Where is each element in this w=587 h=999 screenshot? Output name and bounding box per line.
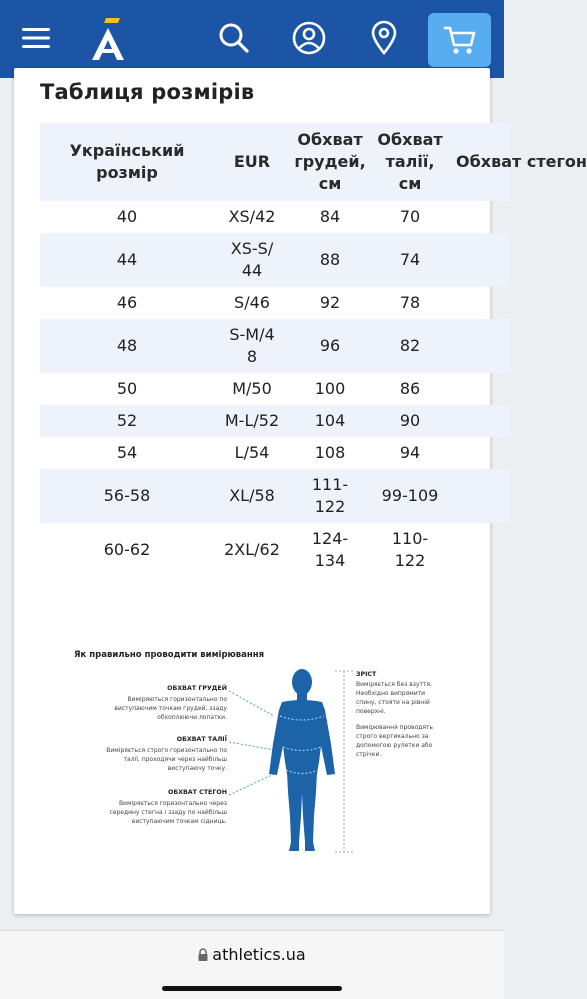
table-row: [40, 405, 510, 437]
home-indicator[interactable]: [162, 986, 342, 991]
table-row: [40, 469, 510, 523]
table-cell: 48: [40, 319, 214, 373]
table-cell-text: S-M/48: [229, 325, 275, 366]
table-cell: 99-109: [370, 469, 450, 523]
table-cell: S/46: [234, 293, 270, 312]
table-cell: [290, 469, 370, 523]
table-cell-text: 111-122: [311, 475, 349, 516]
logo-icon[interactable]: [86, 14, 130, 64]
table-row: [40, 373, 510, 405]
url-display[interactable]: [0, 945, 504, 965]
table-cell-text: 124-134: [311, 529, 349, 570]
table-cell: 52: [40, 405, 214, 437]
table-cell: 92: [319, 293, 341, 312]
header-hips: Обхват стегон: [450, 123, 510, 201]
table-cell: 84: [319, 207, 341, 226]
location-icon[interactable]: [364, 18, 404, 58]
browser-address-bar: [0, 930, 504, 999]
table-row: [40, 233, 510, 287]
table-cell-text: 110-122: [391, 529, 429, 570]
table-cell: 70: [399, 207, 421, 226]
table-row: [40, 523, 510, 577]
chest-heading: ОБХВАТ ГРУДЕЙ: [167, 685, 227, 692]
table-cell: 2XL/62: [224, 540, 280, 559]
hips-heading: ОБХВАТ СТЕГОН: [167, 789, 227, 796]
hips-text: Виміряється горизонтально через середину стегна і ззаду по найбільш виступаючим точкам сідниць.: [109, 800, 227, 825]
header-chest: Обхват грудей, см: [290, 123, 370, 201]
table-cell: [450, 523, 510, 577]
table-cell: 82: [370, 319, 450, 373]
table-cell: M/50: [232, 379, 272, 398]
table-cell: [450, 201, 510, 233]
header-waist: Обхват талії, см: [370, 123, 450, 201]
table-row: [40, 319, 510, 373]
size-chart-card: [14, 68, 587, 914]
table-cell: XS/42: [228, 207, 276, 226]
table-cell: 44: [40, 233, 214, 287]
table-cell: 90: [370, 405, 450, 437]
table-cell: [450, 469, 510, 523]
table-cell: L/54: [234, 443, 270, 462]
table-cell: 94: [399, 443, 421, 462]
table-cell: [450, 405, 510, 437]
table-cell: 100: [314, 379, 346, 398]
table-cell: 86: [399, 379, 421, 398]
table-cell: 60-62: [103, 540, 151, 559]
table-cell: XL/58: [214, 469, 290, 523]
height-heading: ЗРІСТ: [356, 671, 377, 678]
search-icon[interactable]: [214, 18, 254, 58]
table-cell: 96: [290, 319, 370, 373]
table-cell: [450, 319, 510, 373]
table-cell: 50: [116, 379, 138, 398]
top-navigation-bar: [0, 0, 504, 78]
table-cell: 54: [116, 443, 138, 462]
header-ukrainian-size: Український розмір: [40, 123, 214, 201]
account-icon[interactable]: [289, 18, 329, 58]
table-row: [40, 437, 510, 469]
table-cell: 104: [290, 405, 370, 437]
table-cell: [214, 233, 290, 287]
waist-text: Виміряється строго горизонтально по талії, проходячи через найбільш виступаючу точку.: [106, 747, 227, 772]
table-cell: [214, 319, 290, 373]
table-cell-text: XS-S/44: [230, 239, 274, 280]
waist-heading: ОБХВАТ ТАЛІЇ: [176, 736, 227, 743]
table-cell: 46: [116, 293, 138, 312]
height-text: Виміряється без взуття. Необхідно випрямити спину, стояти на рівній поверхні.: [356, 681, 433, 715]
table-cell: [450, 373, 510, 405]
size-table: [40, 123, 587, 577]
table-cell: 74: [370, 233, 450, 287]
body-figure-illustration: [69, 644, 439, 884]
table-cell: 88: [290, 233, 370, 287]
header-eur: EUR: [214, 123, 290, 201]
lock-icon: [198, 946, 208, 965]
table-row: [40, 287, 510, 319]
table-cell: [450, 233, 510, 287]
cart-icon: [443, 25, 477, 55]
cart-button[interactable]: [428, 13, 491, 67]
table-cell: 56-58: [40, 469, 214, 523]
guide-title: Як правильно проводити вимірювання: [74, 650, 265, 660]
chest-text: Виміряються горизонтально по виступаючим точкам грудей, ззаду обхоплюючи лопатки.: [114, 696, 227, 721]
table-cell: 40: [116, 207, 138, 226]
table-header-row: [40, 123, 510, 201]
table-cell: [450, 437, 510, 469]
table-cell: [370, 523, 450, 577]
table-row: [40, 201, 510, 233]
table-cell: 78: [399, 293, 421, 312]
table-cell: 108: [314, 443, 346, 462]
measurement-guide: [69, 644, 439, 884]
height-text-2: Вимірювання проводять строго вертикально за допомогою рулетки або стрічки.: [356, 724, 434, 758]
page-title: Таблиця розмірів: [40, 80, 255, 104]
url-text: athletics.ua: [212, 945, 306, 964]
table-cell: [450, 287, 510, 319]
table-cell: [290, 523, 370, 577]
menu-icon[interactable]: [16, 18, 56, 58]
table-cell: M-L/52: [214, 405, 290, 437]
